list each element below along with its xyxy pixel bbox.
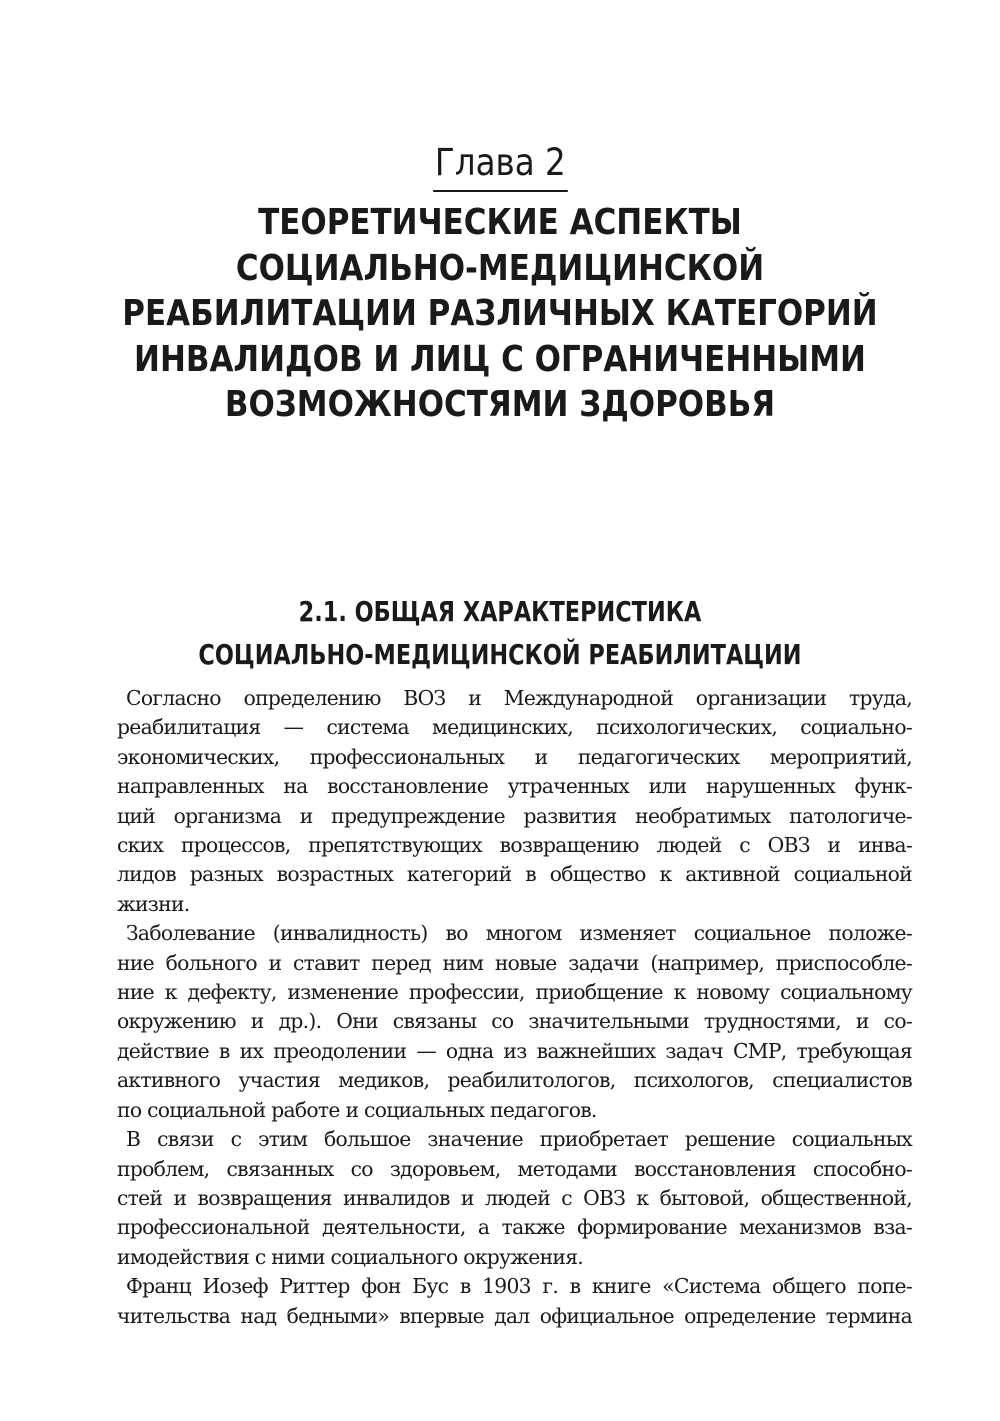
text-line: ние больного и ставит перед ним новые задачи (например, приспособле- <box>117 950 912 975</box>
text-line: жизни. <box>117 891 190 916</box>
text-line: Заболевание (инвалидность) во многом изменяет социальное положе- <box>126 921 912 946</box>
text-line: Согласно определению ВОЗ и Международной организации труда, <box>126 686 912 710</box>
text-line: В связи с этим большое значение приобретает решение социальных <box>126 1127 912 1152</box>
text-line: проблем, связанных со здоровьем, методами восстановления способно- <box>117 1156 912 1181</box>
chapter-title <box>60 200 940 428</box>
text-line: активного участия медиков, реабилитологов, психологов, специалистов <box>117 1068 912 1093</box>
text-line: лидов разных возрастных категорий в общество к активной социальной <box>117 862 912 887</box>
section-title <box>60 590 940 676</box>
text-line: направленных на восстановление утраченных или нарушенных функ- <box>117 774 912 799</box>
chapter-title-line: ИНВАЛИДОВ И ЛИЦ С ОГРАНИЧЕННЫМИ <box>134 338 866 380</box>
paragraph <box>117 919 912 1125</box>
text-line: по социальной работе и социальных педагогов. <box>117 1097 597 1122</box>
chapter-title-line: РЕАБИЛИТАЦИИ РАЗЛИЧНЫХ КАТЕГОРИЙ <box>122 293 878 334</box>
chapter-title-line: ВОЗМОЖНОСТЯМИ ЗДОРОВЬЯ <box>224 384 776 425</box>
text-line: ние к дефекту, изменение профессии, приобщение к новому социальному <box>117 980 912 1005</box>
text-line: стей и возвращения инвалидов и людей с ОВЗ к бытовой, общественной, <box>117 1185 912 1210</box>
text-line: Франц Иозеф Риттер фон Бус в 1903 г. в книге «Система общего попе- <box>126 1274 912 1299</box>
paragraph <box>117 1125 912 1272</box>
text-line: реабилитация — система медицинских, психологических, социально- <box>117 715 912 740</box>
chapter-label <box>0 140 1000 192</box>
paragraph <box>117 1272 912 1331</box>
text-line: ских процессов, препятствующих возвращению людей с ОВЗ и инва- <box>117 833 912 858</box>
text-line: ций организма и предупреждение развития необратимых патологиче- <box>117 803 912 828</box>
paragraph <box>117 684 912 919</box>
text-line: чительства над бедными» впервые дал официальное определение термина <box>117 1303 912 1328</box>
chapter-number: Глава 2 <box>433 140 567 192</box>
body-text <box>117 684 912 1331</box>
text-line: имодействия с ними социального окружения. <box>117 1244 584 1269</box>
chapter-title-line: СОЦИАЛЬНО-МЕДИЦИНСКОЙ <box>235 247 765 289</box>
text-line: экономических, профессиональных и педагогических мероприятий, <box>117 744 912 769</box>
text-line: профессиональной деятельности, а также формирование механизмов вза- <box>117 1215 912 1240</box>
section-title-line: СОЦИАЛЬНО-МЕДИЦИНСКОЙ РЕАБИЛИТАЦИИ <box>198 638 802 671</box>
text-line: действие в их преодолении — одна из важнейших задач СМР, требующая <box>117 1038 912 1063</box>
text-line: окружению и др.). Они связаны со значительными трудностями, и со- <box>117 1009 912 1034</box>
section-title-line: 2.1. ОБЩАЯ ХАРАКТЕРИСТИКА <box>298 595 702 628</box>
chapter-title-line: ТЕОРЕТИЧЕСКИЕ АСПЕКТЫ <box>258 202 742 243</box>
